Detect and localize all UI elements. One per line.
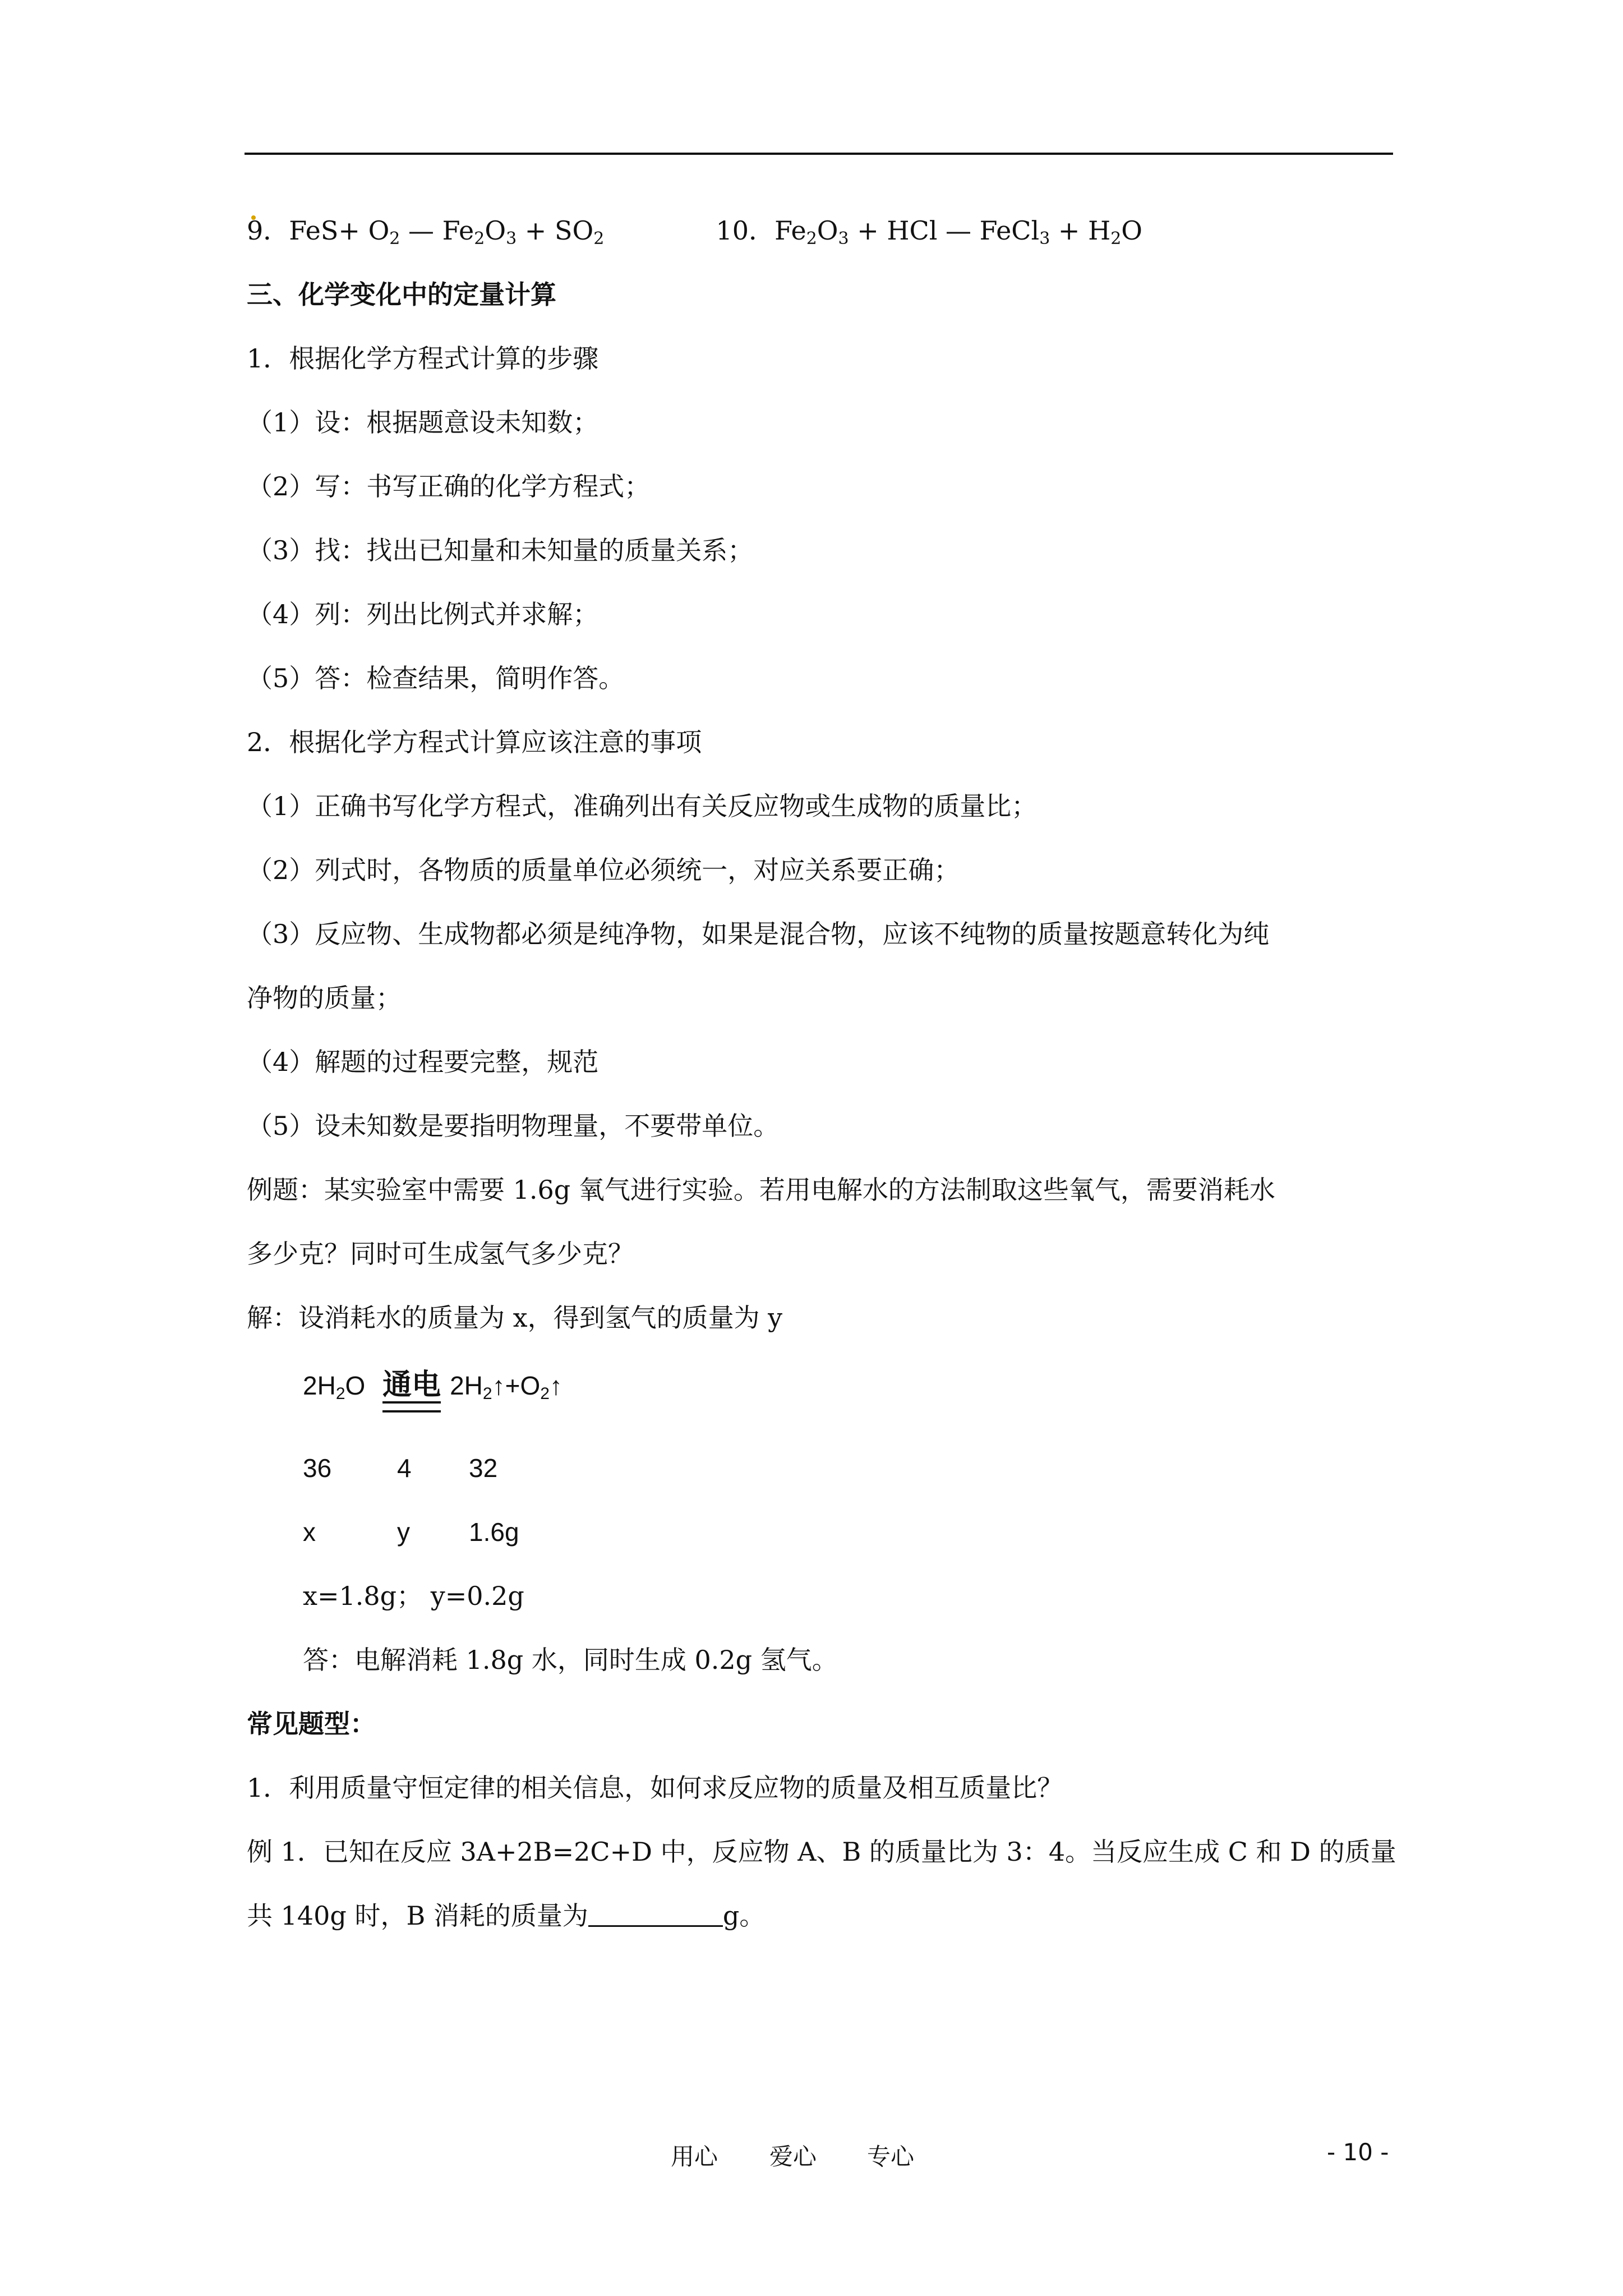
unknowns-row <box>303 1515 519 1549</box>
answer-blank[interactable] <box>588 1903 723 1927</box>
header-rule <box>245 153 1393 155</box>
page-number: - 10 - <box>1327 2138 1389 2166</box>
reaction-condition: 通电 <box>382 1369 441 1401</box>
mass-value: 36 <box>303 1453 332 1483</box>
equation-10: 10．$Fe_2O_3$ + HCl — FeCl$_3$ + $H_2O$ <box>716 215 1143 249</box>
equation-9: 9．$FeS+ O_2$ — $Fe_2O_3 + SO_2$ <box>247 215 605 249</box>
common-types-title: 常见题型： <box>247 1709 376 1739</box>
step-item: （3）找：找出已知量和未知量的质量关系； <box>247 535 754 565</box>
step-item: （2）写：书写正确的化学方程式； <box>247 471 651 501</box>
step-item: （5）答：检查结果，简明作答。 <box>247 663 625 693</box>
answer-text: 答：电解消耗 1.8g 水，同时生成 0.2g 氢气。 <box>303 1645 838 1675</box>
solution-setup: 解：设消耗水的质量为 x，得到氢气的质量为 y <box>247 1303 783 1333</box>
footer-motto: 专心 <box>867 2143 915 2170</box>
steps-title: 1．根据化学方程式计算的步骤 <box>247 343 599 374</box>
mass-ratio-row <box>303 1451 497 1485</box>
note-item: （4）解题的过程要完整，规范 <box>247 1047 599 1077</box>
note-item: （5）设未知数是要指明物理量，不要带单位。 <box>247 1111 780 1141</box>
notes-title: 2．根据化学方程式计算应该注意的事项 <box>247 727 702 757</box>
unknown-value: 1.6g <box>469 1517 519 1547</box>
step-item: （1）设：根据题意设未知数； <box>247 407 599 438</box>
unknown-value: y <box>397 1517 410 1547</box>
question-title: 1．利用质量守恒定律的相关信息，如何求反应物的质量及相互质量比？ <box>247 1773 1063 1803</box>
example-text: 多少克？同时可生成氢气多少克？ <box>247 1239 634 1269</box>
equation-line <box>247 213 1142 248</box>
note-item: （1）正确书写化学方程式，准确列出有关反应物或生成物的质量比； <box>247 791 1038 821</box>
footer-motto: 爱心 <box>769 2143 817 2170</box>
unknown-value: x <box>303 1517 316 1547</box>
results-row: x=1.8g； y=0.2g <box>303 1581 524 1611</box>
example-1-text-continued: 共 140g 时，B 消耗的质量为 g。 <box>247 1901 766 1931</box>
mass-value: 32 <box>469 1453 498 1483</box>
example-1-text: 例 1．已知在反应 3A+2B=2C+D 中，反应物 A、B 的质量比为 3：4。当反应生成 C 和 D 的质量 <box>247 1837 1396 1867</box>
section-title: 三、化学变化中的定量计算 <box>247 279 556 310</box>
footer-motto: 用心 <box>671 2143 718 2170</box>
example-text: 例题：某实验室中需要 1.6g 氧气进行实验。若用电解水的方法制取这些氧气，需要消耗水 <box>247 1175 1275 1205</box>
mass-value: 4 <box>397 1453 412 1483</box>
note-item: （2）列式时，各物质的质量单位必须统一，对应关系要正确； <box>247 855 960 885</box>
note-item-continued: 净物的质量； <box>247 983 402 1013</box>
step-item: （4）列：列出比例式并求解； <box>247 599 599 629</box>
reaction-equation: $2H_2O$ 通电 $2H_2↑+O_2↑$ <box>303 1369 562 1403</box>
note-item: （3）反应物、生成物都必须是纯净物，如果是混合物，应该不纯物的质量按题意转化为纯 <box>247 919 1270 949</box>
